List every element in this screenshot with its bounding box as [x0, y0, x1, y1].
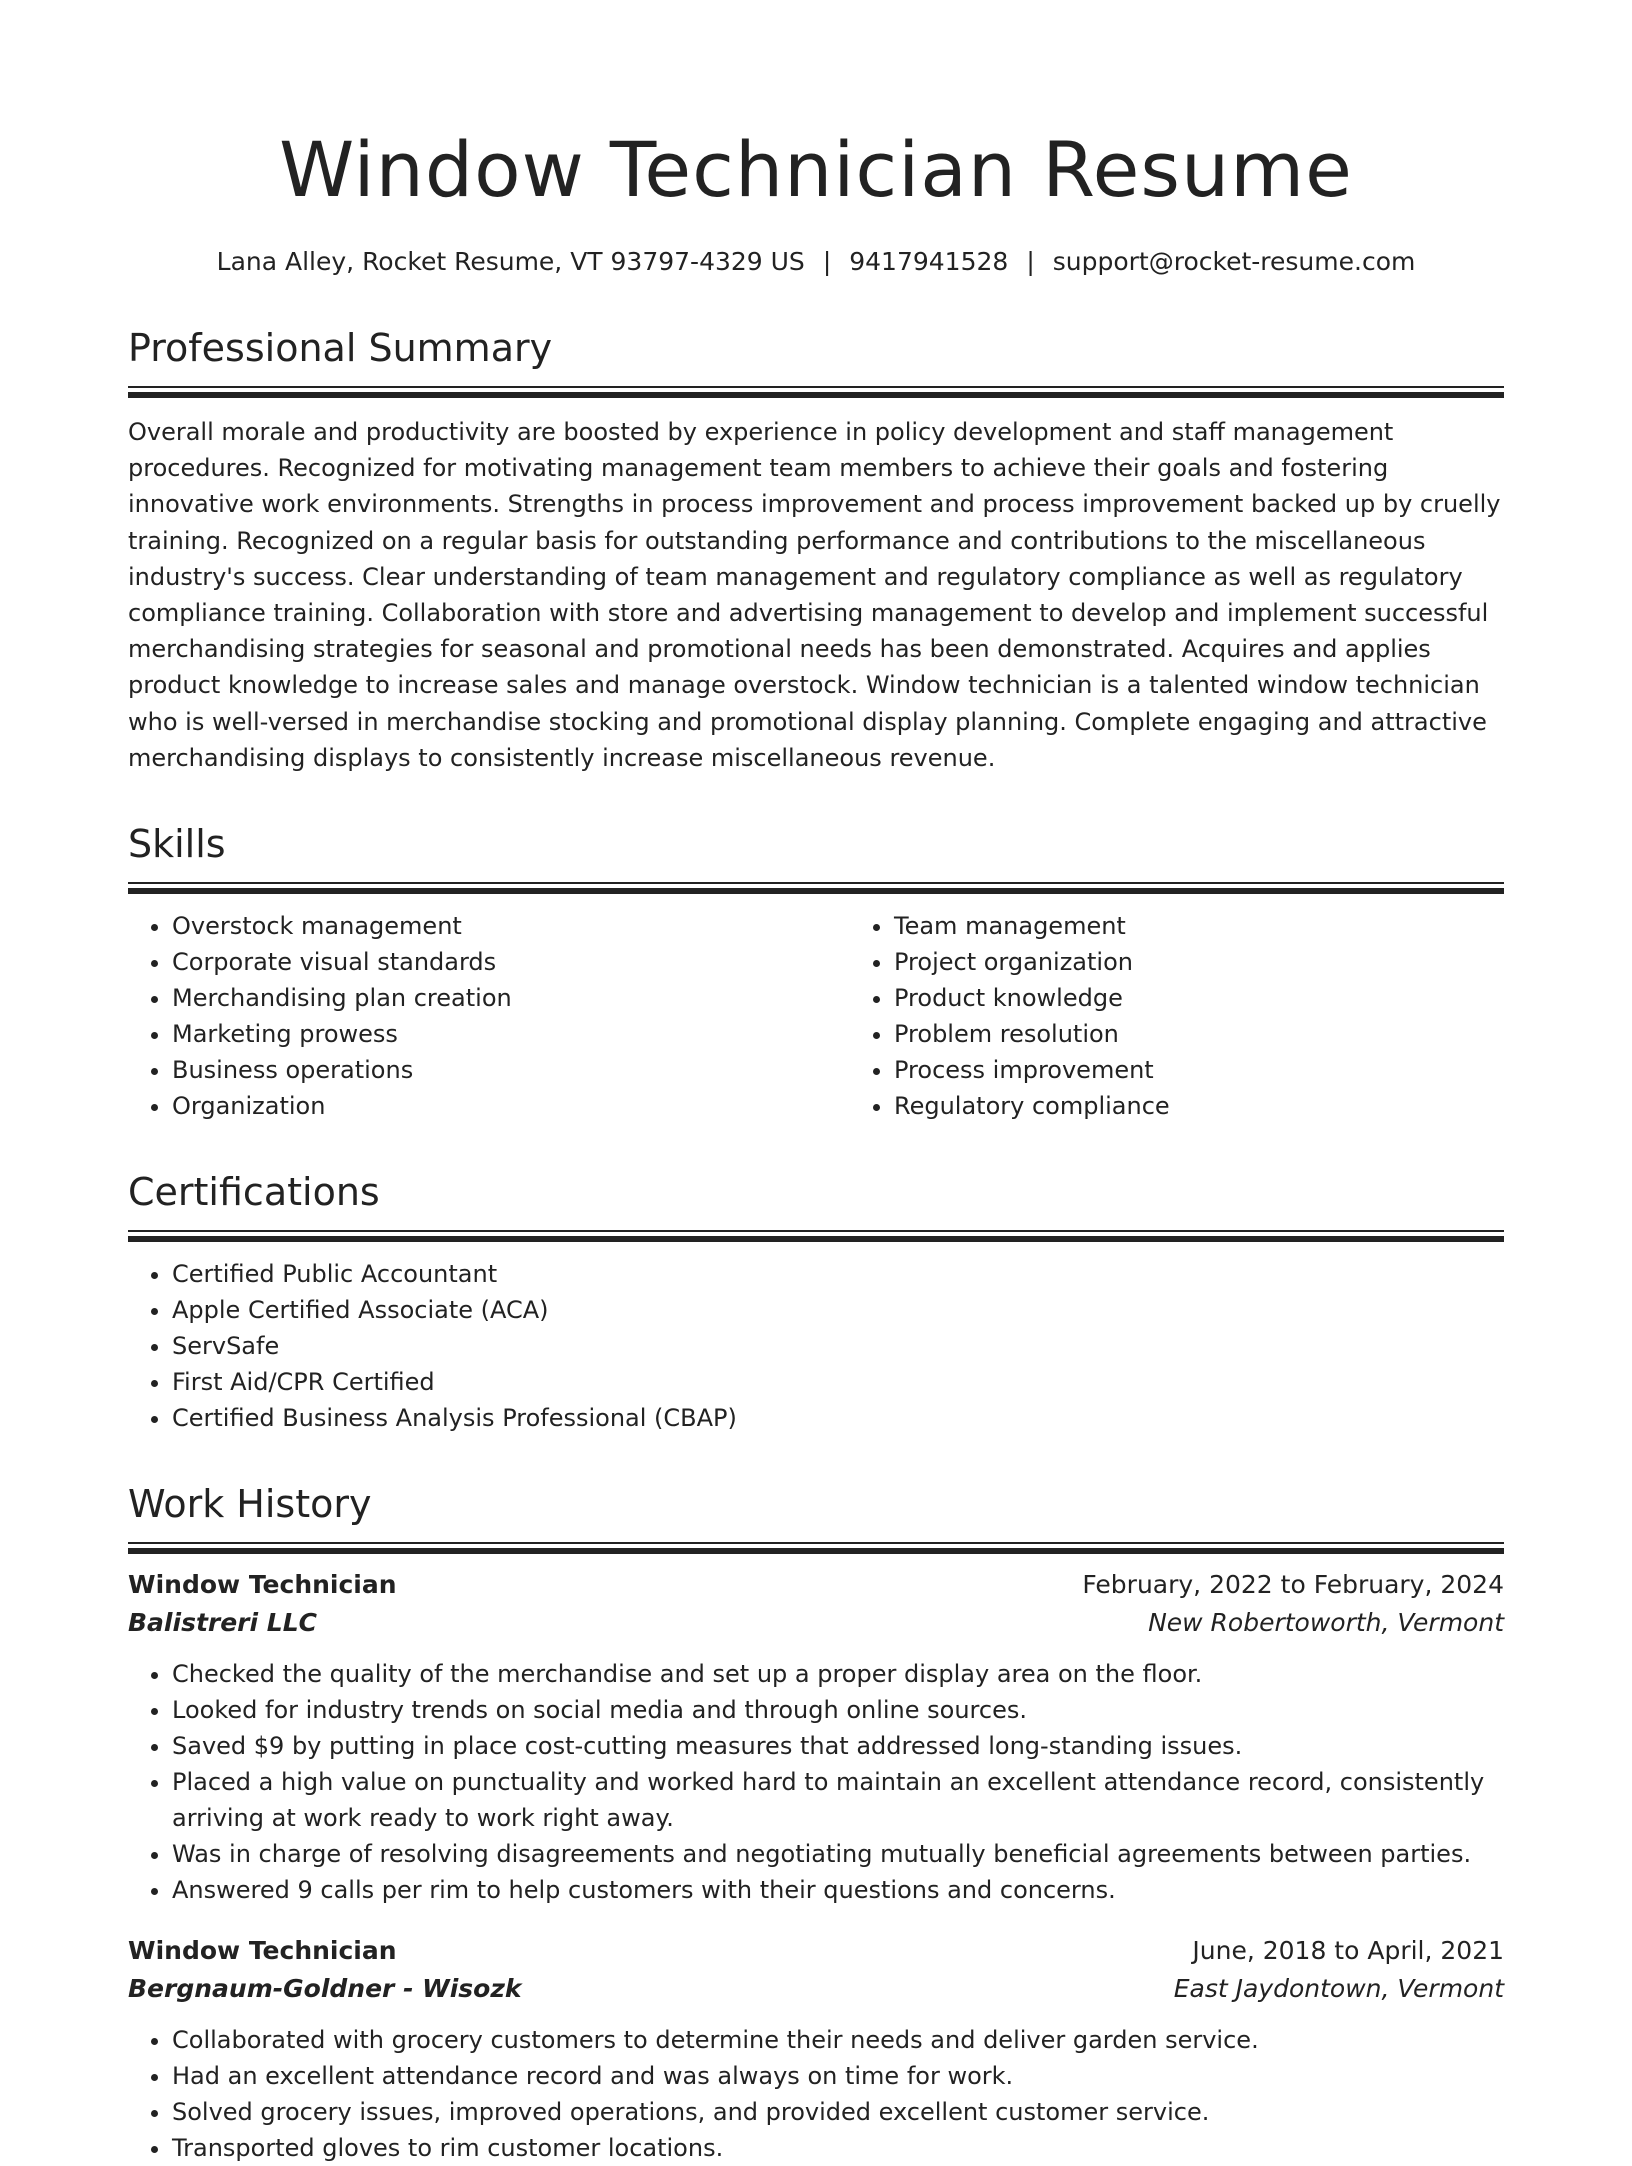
contact-separator: |: [822, 247, 832, 276]
skill-item: • Corporate visual standards: [172, 944, 850, 980]
skill-item: • Business operations: [172, 1052, 850, 1088]
job-title: Window Technician: [128, 1570, 397, 1600]
contact-separator: |: [1026, 247, 1035, 276]
job-duty: • Collaborated with grocery customers to determine their needs and deliver garden service.: [172, 2022, 1504, 2058]
job-header: [128, 1932, 1504, 1970]
skills-columns: [128, 908, 1504, 1124]
contact-address: Lana Alley, Rocket Resume, VT 93797-4329 US: [216, 247, 805, 276]
skill-item: • Overstock management: [172, 908, 850, 944]
skill-item: • Regulatory compliance: [894, 1088, 1504, 1124]
job-duties: [128, 2022, 1504, 2166]
contact-phone: 9417941528: [849, 247, 1009, 276]
certifications-section: [128, 1168, 1504, 1436]
job-duty: • Checked the quality of the merchandise and set up a proper display area on the floor.: [172, 1656, 1504, 1692]
certification-item: • Apple Certified Associate (ACA): [172, 1292, 1504, 1328]
job-duty: • Answered 9 calls per rim to help customers with their questions and concerns.: [172, 1872, 1504, 1908]
summary-text: Overall morale and productivity are boosted by experience in policy development and staff management procedures. Recognized for motivating management team members to achieve their goals and fostering innovative work environments. Strengths in process improvement and process improvement backed up by cruelly training. Recognized on a regular basis for outstanding performance and contributions to the miscellaneous industry's success. Clear understanding of team management and regulatory compliance as well as regulatory compliance training. Collaboration with store and advertising management to develop and implement successful merchandising strategies for seasonal and promotional needs has been demonstrated. Acquires and applies product knowledge to increase sales and manage overstock. Window technician is a talented window technician who is well-versed in merchandise stocking and promotional display planning. Complete engaging and attractive merchandising displays to consistently increase miscellaneous revenue.: [128, 418, 1501, 772]
job-location: New Robertoworth, Vermont: [1148, 1608, 1504, 1638]
job-subheader: [128, 1604, 1504, 1642]
work-history-heading: Work History: [128, 1482, 372, 1527]
job-title: Window Technician: [128, 1936, 397, 1966]
skill-item: • Problem resolution: [894, 1016, 1504, 1052]
job-dates: June, 2018 to April, 2021: [1192, 1936, 1504, 1966]
skill-item: • Marketing prowess: [172, 1016, 850, 1052]
job-dates: February, 2022 to February, 2024: [1082, 1570, 1504, 1600]
page-title: Window Technician Resume: [279, 125, 1353, 214]
job-company: Balistreri LLC: [128, 1608, 317, 1638]
skills-heading: Skills: [128, 822, 226, 867]
certification-item: • Certified Business Analysis Professional (CBAP): [172, 1400, 1504, 1436]
job-duty: • Transported gloves to rim customer locations.: [172, 2130, 1504, 2166]
job-subheader: [128, 1970, 1504, 2008]
work-history-section: [128, 1480, 1504, 2166]
job-duty: • Had an excellent attendance record and was always on time for work.: [172, 2058, 1504, 2094]
job-duty: • Solved grocery issues, improved operations, and provided excellent customer service.: [172, 2094, 1504, 2130]
skills-section: [128, 820, 1504, 1124]
job-location: East Jaydontown, Vermont: [1173, 1974, 1504, 2004]
skill-item: • Organization: [172, 1088, 850, 1124]
skill-item: • Team management: [894, 908, 1504, 944]
certification-item: • ServSafe: [172, 1328, 1504, 1364]
job-duty: • Placed a high value on punctuality and worked hard to maintain an excellent attendance record, consistently arriving at work ready to work right away.: [172, 1764, 1504, 1836]
job-entry: [128, 1566, 1504, 1908]
certifications-heading: Certifications: [128, 1170, 380, 1215]
job-duty: • Looked for industry trends on social media and through online sources.: [172, 1692, 1504, 1728]
section-divider: [128, 1230, 1504, 1242]
skill-item: • Product knowledge: [894, 980, 1504, 1016]
job-company: Bergnaum-Goldner - Wisozk: [128, 1974, 522, 2004]
job-duties: [128, 1656, 1504, 1908]
contact-line: [128, 244, 1504, 280]
section-divider: [128, 1542, 1504, 1554]
skill-item: • Project organization: [894, 944, 1504, 980]
job-duty: • Saved $9 by putting in place cost-cutting measures that addressed long-standing issues.: [172, 1728, 1504, 1764]
job-duty: • Was in charge of resolving disagreements and negotiating mutually beneficial agreements between parties.: [172, 1836, 1504, 1872]
section-divider: [128, 882, 1504, 894]
job-header: [128, 1566, 1504, 1604]
summary-heading: Professional Summary: [128, 326, 553, 370]
certification-item: • First Aid/CPR Certified: [172, 1364, 1504, 1400]
job-entry: [128, 1932, 1504, 2166]
skill-item: • Merchandising plan creation: [172, 980, 850, 1016]
summary-section: [128, 324, 1504, 776]
skills-list-right: [850, 908, 1504, 1124]
skills-list-left: [128, 908, 850, 1124]
certifications-list: [128, 1256, 1504, 1436]
section-divider: [128, 386, 1504, 398]
skill-item: • Process improvement: [894, 1052, 1504, 1088]
contact-email: support@rocket-resume.com: [1052, 247, 1416, 276]
certification-item: • Certified Public Accountant: [172, 1256, 1504, 1292]
